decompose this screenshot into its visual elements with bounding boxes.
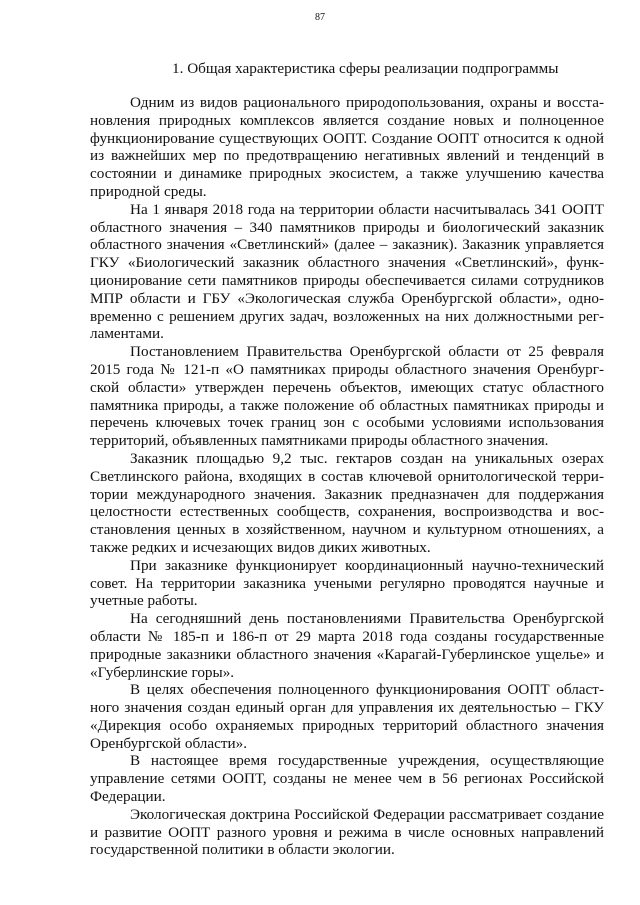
paragraph: Экологическая доктрина Российской Федерации рассматривает создание и развитие ООПТ разного уровня и режима в числе основных направлений государственной политики в области экологии. bbox=[90, 805, 604, 859]
paragraph: На 1 января 2018 года на территории области насчитывалась 341 ООПТ областного значения – 340 памятников природы и биологический заказник областного значения «Светлинский» (далее – заказник). Заказник управляется ГКУ «Биологический заказник областного значения «Светлинский», функционирование сети памятников природы обеспечивается силами сотрудников МПР области и ГБУ «Экологическая служба Оренбургской области», одновременно с решением других задач, возложенных на них должностными регламентами. bbox=[90, 200, 604, 343]
paragraph: Одним из видов рационального природопользования, охраны и восстановления природных комплексов является создание новых и полноценное функционирование существующих ООПТ. Создание ООПТ относится к одной из важнейших мер по предотвращению негативных явлений и тенденций в состоянии и динамике природных экосистем, а также улучшению качества природной среды. bbox=[90, 94, 604, 200]
section-heading: 1. Общая характеристика сферы реализации подпрограммы bbox=[172, 60, 559, 77]
paragraph: В настоящее время государственные учреждения, осуществляющие управление сетями ООПТ, созданы не менее чем в 56 регионах Российской Федерации. bbox=[90, 752, 604, 806]
paragraph: Заказник площадью 9,2 тыс. гектаров создан на уникальных озерах Светлинского района, входящих в состав ключевой орнитологической территории международного значения. Заказник предназначен для поддержания целостности естественных сообществ, сохранения, воспроизводства и восстановления ценных в хозяйственном, научном и культурном отношениях, а также редких и исчезающих видов диких животных. bbox=[90, 449, 604, 556]
paragraph: При заказнике функционирует координационный научно-технический совет. На территории заказника учеными регулярно проводятся научные и учетные работы. bbox=[90, 556, 604, 610]
paragraph: В целях обеспечения полноценного функционирования ООПТ областного значения создан единый орган для управления их деятельностью – ГКУ «Дирекция особо охраняемых природных территорий областного значения Оренбургской области». bbox=[90, 681, 604, 752]
paragraph: На сегодняшний день постановлениями Правительства Оренбургской области № 185-п и 186-п от 29 марта 2018 года созданы государственные природные заказники областного значения «Карагай-Губерлинское ущелье» и «Губерлинские горы». bbox=[90, 610, 604, 681]
page-number: 87 bbox=[315, 12, 325, 23]
body-text bbox=[90, 94, 604, 859]
paragraph: Постановлением Правительства Оренбургской области от 25 февраля 2015 года № 121-п «О памятниках природы областного значения Оренбургской области» утвержден перечень объектов, имеющих статус областного памятника природы, а также положение об областных памятниках природы и перечень ключевых точек границ зон с особыми условиями использования территорий, объявленных памятниками природы областного значения. bbox=[90, 343, 604, 450]
